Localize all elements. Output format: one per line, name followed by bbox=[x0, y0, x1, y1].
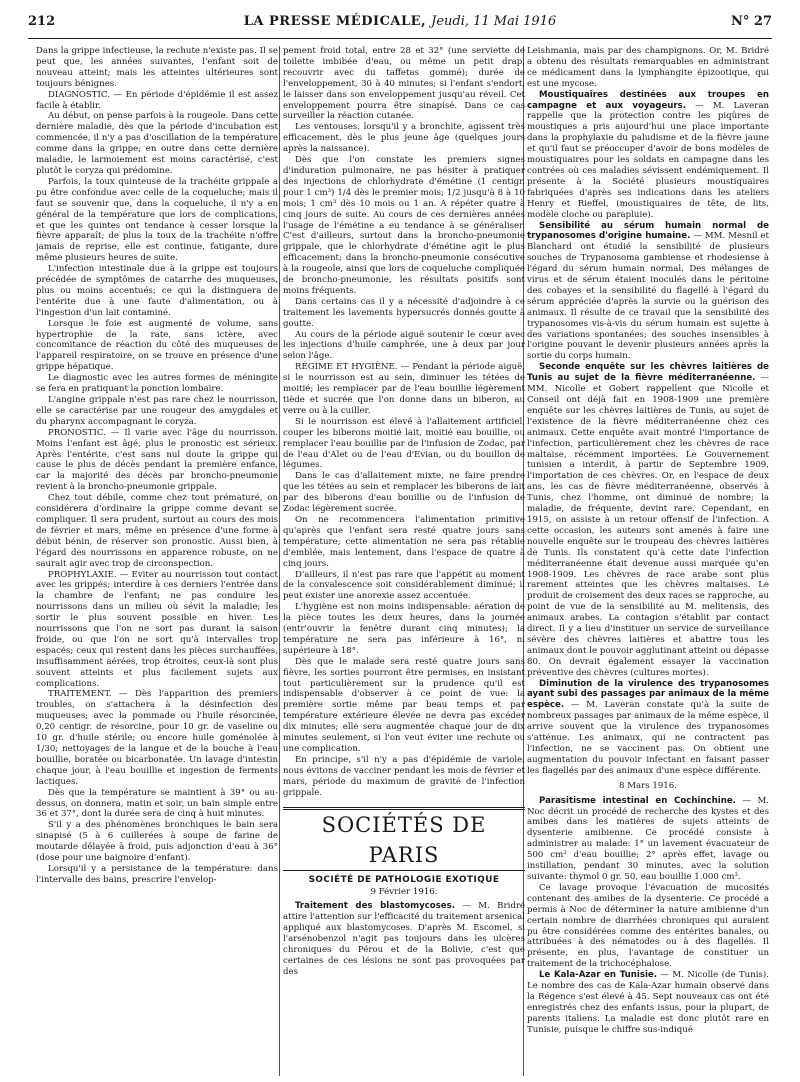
paragraph: Dès que la température se maintient à 39° ou au-dessus, on donnera, matin et soir, un bain simple entre 36 et 37°, dont la durée sera de cinq à huit minutes. bbox=[36, 787, 278, 820]
paragraph: Le diagnostic avec les autres formes de méningite se fera en pratiquant la ponction lombaire. bbox=[36, 373, 278, 395]
journal-name: LA PRESSE MÉDICALE, bbox=[243, 14, 427, 29]
issue-number: N° 27 bbox=[731, 14, 772, 29]
paragraph: Dès que l'on constate les premiers signes d'induration pulmonaire, ne pas hésiter à pratiquer des injections de chlorhydrate d'émétine (1 centigr. pour 1 cm³) 1/4 dès le premier mois; 1/2 jusqu'à 8 à 10 mois; 1 cm³ dès 10 mois ou 1 an. A répéter quatre à cinq jours de suite. Au cours de ces dernières années l'usage de l'émétine a eu tendance à se généraliser. C'est d'ailleurs, surtout dans la broncho-pneumonie grippale, que le chlorhydrate d'émétine agit le plus efficacement; dans la broncho-pneumonie consécutive à la rougeole, ainsi que lors de coqueluche compliquée de broncho-pneumonie, les résultats positifs sont moins fréquents. bbox=[283, 155, 525, 296]
paragraph-heading: Sensibilité au sérum humain normal de trypanosomes d'origine humaine. bbox=[527, 220, 769, 242]
paragraph-heading: Traitement des blastomycoses. bbox=[295, 901, 456, 912]
paragraph: PRONOSTIC. — Il varie avec l'âge du nourrisson. Moins l'enfant est âgé, plus le pronostic est sérieux. Après l'entérite, c'est sans nul doute la grippe qui cause le plus de décès pendant la première enfance, car la majorité des décès par broncho-pneumonie revient à la broncho-pneumonie grippale. bbox=[36, 427, 278, 493]
journal-title bbox=[28, 14, 772, 29]
paragraph-heading: Parasitisme intestinal en Cochinchine. bbox=[539, 795, 736, 806]
paragraph: Les ventouses, lorsqu'il y a bronchite, agissent très efficacement, dès le plus jeune âge (quelques jours après la naissance). bbox=[283, 122, 525, 155]
paragraph: Lorsqu'il y a persistance de la température: dans l'intervalle des bains, prescrire l'envelop- bbox=[36, 863, 278, 885]
paragraph bbox=[527, 679, 769, 777]
paragraph: Dans le cas d'allaitement mixte, ne faire prendre que les tétées au sein et remplacer les biberons de lait par des biberons d'eau bouillie ou de l'infusion de Zodac légèrement sucrée. bbox=[283, 471, 525, 515]
paragraph-body: — MM. Nicolle et Gobert rappellent que Nicolle et Conseil ont déjà fait en 1908-1909 une première enquête sur les chèvres laitières de Tunis, au sujet de l'existence de la fièvre méditerranéenne chez ces animaux. Cette enquête avait montré l'importance de l'infection, particulièrement chez les chèvres de race maltaise, récemment importées. Le Gouvernement tunisien a interdit, à partir de Septembre 1909, l'importation de ces chèvres. Or, en l'espace de deux ans, les cas de fièvre méditerranéenne, observés à Tunis, chez l'homme, ont diminué de nombre; la maladie, de fréquente, devint rare. Cependant, en 1915, on assiste à un retour offensif de l'infection. A cette occasion, les auteurs sont amenés à faire une nouvelle enquête sur le troupeau des chèvres laitières de Tunis. Ils constatent qu'à cette date l'infection méditerranéenne était devenue aussi marquée qu'en 1908-1909. Les chèvres de race arabe sont plus rarement atteintes que les chèvres maltaises. Le produit de croisement des deux races se rapproche, au point de vue de la sensibilité au M. melitensis, des animaux arabes. La contagion s'établit par contact direct. Il y a lieu d'instituer un service de surveillance sévère des chèvres laitières et abattre tous les animaux dont le pouvoir agglutinant atteint ou dépasse 80. On devrait également essayer la vaccination préventive des chèvres (cultures mortes). bbox=[527, 373, 769, 678]
session-date: 8 Mars 1916. bbox=[619, 780, 677, 791]
paragraph: On ne recommencera l'alimentation primitive qu'après que l'enfant sera resté quatre jours sans température; cette alimentation ne sera pas rétablie d'emblée, mais lentement, dans l'espace de quatre à cinq jours. bbox=[283, 514, 525, 569]
paragraph bbox=[527, 90, 769, 221]
session-date: 9 Février 1916. bbox=[370, 887, 438, 898]
paragraph: Au début, on pense parfois à la rougeole. Dans cette dernière maladie, dès que la période d'incubation est commencée, il n'y a pas d'oscillation de la température comme dans la grippe; en outre dans cette dernière maladie, le larmoiement est moins caractérisé, c'est plutôt le coryza qui prédomine. bbox=[36, 111, 278, 176]
column-2 bbox=[283, 46, 525, 1076]
paragraph: En principe, s'il n'y a pas d'épidémie de variole, nous évitons de vacciner pendant les mois de février et mars, période du maximum de gravité de l'infection grippale. bbox=[283, 754, 525, 798]
paragraph-body: — M. Nicolle (de Tunis). Le nombre des cas de Kala-Azar humain observé dans la Régence s'est élevé à 45. Sept nouveaux cas ont été enregistrés chez des enfants issus, pour la plupart, de parents italiens. La maladie est donc plutôt rare en Tunisie, puisque le chiffre sus-indiqué bbox=[527, 970, 769, 1035]
header-rule bbox=[28, 38, 772, 39]
paragraph: Dans la grippe infectieuse, la rechute n'existe pas. Il se peut que, les années suivantes, l'enfant soit de nouveau atteint; mais les atteintes ultérieures sont toujours bénignes. bbox=[36, 46, 278, 89]
paragraph: pement froid total, entre 28 et 32° (une serviette de toilette imbibée d'eau, ou même un petit drap, recouvrir avec du taffetas gommé); durée de l'enveloppement, 30 à 40 minutes; si l'enfant s'endort, le laisser dans son enveloppement jusqu'au réveil. Cet enveloppement pourra être sinapisé. Dans ce cas surveiller la réaction cutanée. bbox=[283, 46, 525, 122]
paragraph: Dès que le malade sera resté quatre jours sans fièvre, les sorties pourront être permises, en insistant tout particulièrement sur la prudence qu'il est indispensable d'observer à ce point de vue: la première sortie même par beau temps et par température extérieure élevée ne devra pas excéder dix minutes; elle sera augmentée chaque jour de dix minutes seulement, si l'on veut éviter une rechute ou une complication. bbox=[283, 656, 525, 754]
paragraph-body: — M. Laveran rappelle que la protection contre les piqûres de moustiques a pris aujourd'hui une place importante dans la prophylaxie du paludisme et de la fièvre jaune et qu'il faut se préoccuper d'avoir de bons modèles de moustiquaires pour les soldats en campagne dans les contrées où ces maladies sévissent endémiquement. Il présente à la Société plusieurs moustiquaires fabriquées d'après ses indications dans les ateliers Henry et Rieffel, (moustiquaires de tête, de lits, modèle cloche ou parapluie). bbox=[527, 100, 769, 220]
paragraph bbox=[527, 362, 769, 678]
paragraph: PROPHYLAXIE. — Eviter au nourrisson tout contact avec les grippés; interdire à ces derniers l'entrée dans la chambre de l'enfant; ne pas conduire les nourrissons dans un milieu où sévit la maladie; les sortir le plus souvent possible en hiver. Les nourrissons que l'on ne sort pas durant la saison froide, ou que l'on ne sort qu'à intervalles trop espacés; ceux qui restent dans les pièces surchauffées, insuffisamment aérées, trop étroites, ceux-là sont plus souvent atteints et plus facilement sujets aux complications. bbox=[36, 569, 278, 689]
paragraph: S'il y a des phénomènes bronchiques le bain sera sinapisé (5 à 6 cuillerées à soupe de farine de moutarde délayée à froid, puis adjonction d'eau à 36° (dose pour une baignoire d'enfant). bbox=[36, 820, 278, 864]
paragraph: Dans certains cas il y a nécessité d'adjoindre à ce traitement les lavements hypersucrés donnés goutte à goutte. bbox=[283, 296, 525, 329]
paragraph bbox=[283, 901, 525, 977]
paragraph-body: — M. Bridré attire l'attention sur l'efficacité du traitement arsenical appliqué aux blastomycoses. D'après M. Escomel, si l'arsénobenzol n'agit pas toujours dans les ulcères chroniques du Pérou et de la Bolivie, c'est que certaines de ces lésions ne sont pas provoquées par des bbox=[283, 901, 525, 977]
paragraph: L'infection intestinale due à la grippe est toujours précédée de symptômes de catarrhe des muqueuses, plus ou moins accentués; ce qui la distinguera de l'entérite due à une faute d'alimentation, ou à l'ingestion d'un lait contaminé. bbox=[36, 264, 278, 318]
paragraph: TRAITEMENT. — Dès l'apparition des premiers troubles, on s'attachera à la désinfection des muqueuses; avec la pommade ou l'huile résorcinée, 0,20 centigr. de résorcine, pour 10 gr. de vaseline ou 10 gr. d'huile stérile; ou encore huile goménolée à 1/30; nettoyages de la langue et de la bouche à l'eau bouillie, boratée ou bicarbonatée. Un lavage d'intestin chaque jour, à l'eau bouillie et ingestion de ferments lactiques. bbox=[36, 689, 278, 787]
paragraph-heading: Le Kala-Azar en Tunisie. bbox=[539, 970, 657, 981]
paragraph-heading: Moustiquaires destinées aux troupes en campagne et aux voyageurs. bbox=[527, 89, 769, 111]
page-header bbox=[28, 14, 772, 36]
column-1 bbox=[36, 46, 278, 1076]
paragraph: Au cours de la période aiguë soutenir le cœur avec les injections d'huile camphrée, une à deux par jour selon l'âge. bbox=[283, 329, 525, 362]
society-name: SOCIÉTÉ DE PATHOLOGIE EXOTIQUE bbox=[308, 874, 500, 885]
issue-date: Jeudi, 11 Mai 1916 bbox=[431, 14, 557, 29]
paragraph-body: — M. Noc décrit un procédé de recherche des kystes et des amibes dans les matières de sujets atteints de dysenterie amibienne. Ce procédé consiste à administrer au malade: 1° un lavement évacuateur de 500 cm³ d'eau bouillie; 2° après effet, lavage ou instillation, pendant 30 minutes, avec la solution suivante: thymol 0 gr. 50, eau bouillie 1.000 cm³. bbox=[527, 795, 769, 882]
paragraph: L'hygiène est non moins indispensable: aération de la pièce toutes les deux heures, dans la journée (entr'ouvrir la fenêtre durant cinq minutes); la température ne sera pas inférieure à 16°, ni supérieure à 18°. bbox=[283, 602, 525, 656]
paragraph bbox=[527, 796, 769, 883]
paragraph: Leishmania, mais par des champignons. Or, M. Bridré a obtenu des résultats remarquables en administrant ce médicament dans la lymphangite épizootique, qui est une mycose. bbox=[527, 46, 769, 89]
column-3 bbox=[527, 46, 769, 1076]
paragraph-body: — MM. Mesnil et Blanchard ont étudié la sensibilité de plusieurs souches de Trypanosoma gambiense et rhodesiense à l'égard du sérum humain normal. Des mélanges de virus et de sérum étaient inoculés dans le péritoine des cobayes et la sensibilité du flagellé à l'égard du sérum appréciée d'après la survie ou la guérison des animaux. Il résulte de ce travail que la sensibilité des trypanosomes vis-à-vis du sérum humain est sujette à des variations spontanées; des souches insensibles à l'origine pouvant le devenir plusieurs années après la sortie du corps humain. bbox=[527, 231, 769, 362]
paragraph bbox=[527, 221, 769, 363]
paragraph: Parfois, la toux quinteuse de la trachéite grippale a pu être confondue avec celle de la coqueluche; mais il faut se souvenir que, dans la coqueluche, il n'y a en général de la température que lors de complications, et que les quintes ont tendance à cesser lorsque la fièvre apparaît; de plus la toux de la trachéite n'offre jamais de reprise, elle est continue, fatigante, dure même plusieurs heures de suite. bbox=[36, 176, 278, 264]
paragraph: Lorsque le foie est augmenté de volume, sans hypertrophie de la rate, sans ictère, avec concomitance de réaction du côté des muqueuses de l'appareil respiratoire, on se trouve en présence d'une grippe hépatique. bbox=[36, 318, 278, 373]
section-title: SOCIÉTÉS DE PARIS bbox=[283, 807, 525, 871]
paragraph-heading: Seconde enquête sur les chèvres laitières de Tunis au sujet de la fièvre méditerranéenne. bbox=[527, 362, 769, 384]
paragraph: Si le nourrisson est élevé à l'allaitement artificiel, couper les biberons moitié lait, moitié eau bouillie, ou remplacer l'eau bouillie par de l'infusion de Zodac, par de l'eau d'Alet ou de l'eau d'Evian, ou du bouillon de légumes. bbox=[283, 416, 525, 471]
paragraph: RÉGIME ET HYGIÈNE. — Pendant la période aiguë, si le nourrisson est au sein, diminuer les tétées de moitié; les remplacer par de l'eau bouillie légèrement tiède et sucrée que l'on donne dans un biberon, au verre ou à la cuiller. bbox=[283, 362, 525, 416]
paragraph: Ce lavage provoque l'évacuation de mucosités contenant des amibes de la dysenterie. Ce procédé a permis à Noc de déterminer la nature amibienne d'un certain nombre de diarrhées chroniques qui auraient pu être considérées comme des entérites banales, ou attribuées à des nématodes ou à des flagellés. Il présente, en plus, l'avantage de constituer un traitement de la trichocéphalose. bbox=[527, 882, 769, 970]
paragraph-body: — M. Laveran constate qu'à la suite de nombreux passages par animaux de la même espèce, il arrive souvent que la virulence des trypanosomes s'atténue. Les animaux, qui ne contractent pas l'infection, ne se vaccinent pas. On obtient une augmentation du pouvoir infectant en faisant passer les flagellés par des animaux d'une espèce différente. bbox=[527, 700, 769, 776]
paragraph-heading: Diminution de la virulence des trypanosomes ayant subi des passages par animaux de la même espèce. bbox=[527, 678, 769, 711]
column-divider bbox=[279, 46, 280, 1076]
paragraph: Chez tout débile, comme chez tout prématuré, on considérera d'ordinaire la grippe comme devant se compliquer. Il sera prudent, surtout au cours des mois de février et mars, même en présence d'une forme à début bénin, de réserver son pronostic. Aussi bien, à l'égard des nourrissons en apparence robuste, on ne saurait agir avec trop de circonspection. bbox=[36, 493, 278, 569]
paragraph: D'ailleurs, il n'est pas rare que l'appétit au moment de la convalescence soit considérablement diminué; il peut exister une anorexie assez accentuée. bbox=[283, 569, 525, 602]
page-number: 212 bbox=[28, 14, 56, 29]
paragraph: L'angine grippale n'est pas rare chez le nourrisson, elle se caractérise par une rougeur des amygdales et du pharynx accompagnant le coryza. bbox=[36, 395, 278, 427]
paragraph bbox=[527, 970, 769, 1035]
paragraph: DIAGNOSTIC. — En période d'épidémie il est assez facile à établir. bbox=[36, 89, 278, 111]
